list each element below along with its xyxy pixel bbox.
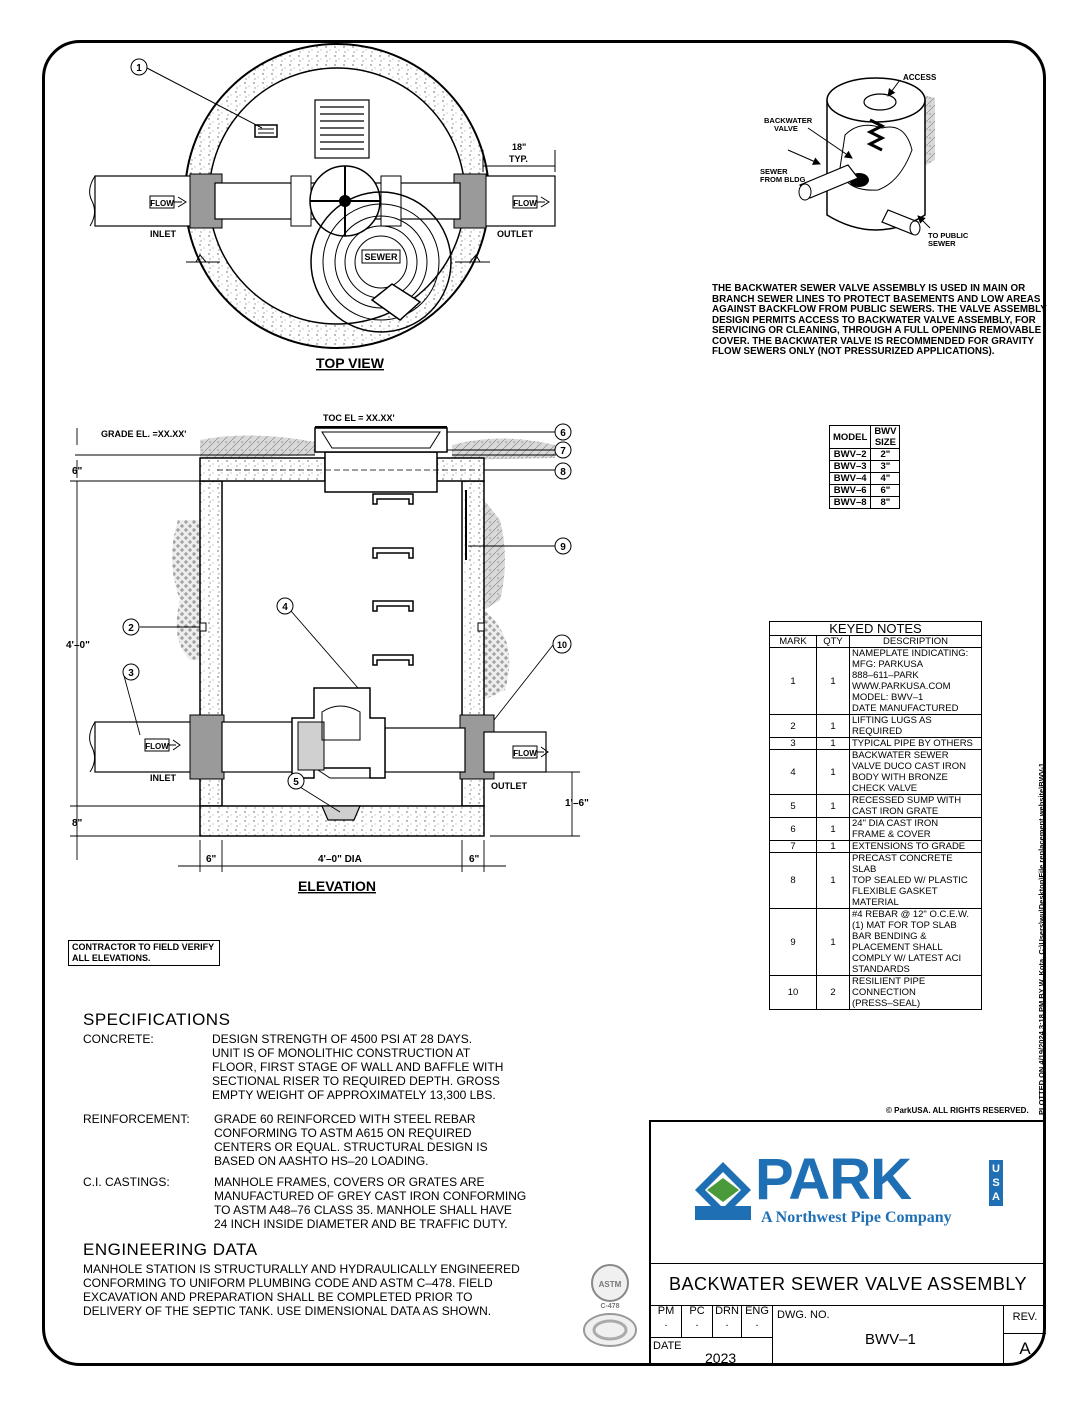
isometric-drawing [760, 73, 969, 248]
kn-head-desc: DESCRIPTION [850, 636, 982, 648]
kn-head-mark: MARK [770, 636, 817, 648]
table-row: 9 1 #4 REBAR @ 12" O.C.E.W. (1) MAT FOR TOP SLAB BAR BENDING & PLACEMENT SHALL COMPLY W/ LATEST ACI STANDARDS [770, 909, 982, 976]
callout-2 [123, 619, 139, 635]
dwg-no-label: DWG. NO. [777, 1309, 830, 1321]
svg-text:6: 6 [560, 428, 566, 439]
kn-head-qty: QTY [817, 636, 850, 648]
park-logo-icon [693, 1160, 753, 1222]
callout-3 [123, 664, 139, 680]
svg-text:9: 9 [560, 542, 566, 553]
cell-drn: DRN . [713, 1305, 742, 1338]
dim-6-right: 6" [469, 854, 480, 865]
iso-backwater-label-1: BACKWATER [764, 116, 813, 125]
iso-sewer-from-2: FROM BLDG [760, 175, 806, 184]
dim-1-6: 1'–6" [565, 798, 589, 809]
size-head-size-2: SIZE [874, 437, 896, 448]
elevation-title: ELEVATION [297, 878, 377, 894]
table-row: 1 1 NAMEPLATE INDICATING: MFG: PARKUSA 888–611–PARK WWW.PARKUSA.COM MODEL: BWV–1 DATE MANUFACTURED [770, 648, 982, 715]
table-row: 8 1 PRECAST CONCRETE SLAB TOP SEALED W/ PLASTIC FLEXIBLE GASKET MATERIAL [770, 853, 982, 909]
elev-flow-out-label: FLOW [513, 749, 537, 758]
svg-text:8: 8 [560, 467, 566, 478]
logo-wordmark: PARK [755, 1147, 912, 1212]
logo-usa: U S A [989, 1160, 1003, 1206]
engineering-title: ENGINEERING DATA [83, 1240, 258, 1259]
grade-el-label: GRADE EL. =XX.XX' [101, 429, 187, 439]
title-block [649, 1120, 1045, 1366]
logo-area [651, 1122, 1045, 1264]
description-line: SERVICING OR CLEANING, THROUGH A FULL OPENING REMOVABLE [712, 325, 1042, 336]
table-row: 5 1 RECESSED SUMP WITH CAST IRON GRATE [770, 795, 982, 818]
callout-7 [555, 442, 571, 458]
table-row: 4 1 BACKWATER SEWER VALVE DUCO CAST IRON BODY WITH BRONZE CHECK VALVE [770, 750, 982, 795]
top-view-title: TOP VIEW [316, 355, 384, 371]
elev-flow-in-label: FLOW [145, 742, 169, 751]
keyed-notes-table [769, 621, 982, 1010]
description-line: THE BACKWATER SEWER VALVE ASSEMBLY IS USED IN MAIN OR [712, 283, 1026, 294]
logo-tagline: A Northwest Pipe Company [761, 1209, 952, 1226]
cell-rev: REV. A [1003, 1305, 1046, 1366]
iso-backwater-label-2: VALVE [774, 124, 798, 133]
top-inlet-label: INLET [150, 229, 176, 239]
spec-concrete-label: CONCRETE: [83, 1032, 154, 1046]
description-line: COVER. THE BACKWATER VALVE IS RECOMMENDED FOR GRAVITY [712, 335, 1035, 347]
callout-9 [555, 538, 571, 554]
drawing-title: BACKWATER SEWER VALVE ASSEMBLY [651, 1263, 1045, 1306]
iso-access-label: ACCESS [903, 73, 937, 82]
dim-dia: 4'–0" DIA [318, 854, 362, 865]
title-grid [651, 1305, 1045, 1366]
description-paragraph [712, 284, 1047, 358]
table-row: BWV–4 4" [830, 473, 900, 485]
copyright-note: © ParkUSA. ALL RIGHTS RESERVED. [886, 1106, 1029, 1115]
dim-6-left: 6" [206, 854, 217, 865]
table-row: 10 2 RESILIENT PIPE CONNECTION (PRESS–SEAL) [770, 976, 982, 1010]
cell-date: DATE 2023 [651, 1338, 773, 1366]
dim-18-in: 18" [512, 142, 527, 152]
iso-to-public-1: TO PUBLIC [928, 231, 969, 240]
svg-text:10: 10 [556, 640, 568, 650]
sewer-cover-label: SEWER [364, 252, 398, 262]
keyed-notes-title: KEYED NOTES [770, 622, 982, 636]
callout-5 [288, 773, 304, 789]
svg-text:1: 1 [136, 63, 142, 74]
description-line: DESIGN PERMITS ACCESS TO BACKWATER VALVE ASSEMBLY, FOR [712, 314, 1036, 326]
table-row: 7 1 EXTENSIONS TO GRADE [770, 841, 982, 853]
table-row: BWV–2 2" [830, 449, 900, 461]
callout-6 [555, 424, 571, 440]
iso-sewer-from-1: SEWER [760, 167, 788, 176]
specifications-title: SPECIFICATIONS [83, 1010, 231, 1029]
svg-text:C-478: C-478 [600, 1303, 620, 1310]
dwg-no-value: BWV–1 [865, 1331, 916, 1348]
description-line: AGAINST BACKFLOW FROM PUBLIC SEWERS. THE VALVE ASSEMBLY [712, 304, 1047, 315]
svg-text:7: 7 [560, 446, 566, 457]
svg-text:5: 5 [293, 777, 299, 788]
table-row: BWV–8 8" [830, 497, 900, 509]
date-value: 2023 [705, 1350, 737, 1366]
callout-4 [277, 598, 293, 614]
model-size-table [829, 425, 900, 509]
elevation-drawing [66, 413, 589, 894]
plot-note: PLOTTED ON 4/19/2024 3:18 PM BY W. Kota, C:\Users\wu\Desktop\File replacement website\BWV-1 [1037, 762, 1046, 1115]
table-row: BWV–6 6" [830, 485, 900, 497]
spec-reinforcement-text: GRADE 60 REINFORCED WITH STEEL REBAR CONFORMING TO ASTM A615 ON REQUIRED CENTERS OR EQUAL. STRUCTURAL DESIGN IS BASED ON AASHTO HS–20 LOADING. [214, 1112, 488, 1168]
svg-text:3: 3 [128, 668, 134, 679]
cell-eng: ENG . [742, 1305, 773, 1338]
size-head-model: MODEL [830, 426, 871, 449]
astm-seal [584, 1265, 636, 1346]
top-flow-in-label: FLOW [150, 199, 174, 208]
iso-to-public-2: SEWER [928, 239, 956, 248]
table-row: 6 1 24" DIA CAST IRON FRAME & COVER [770, 818, 982, 841]
callout-8 [555, 463, 571, 479]
top-outlet-label: OUTLET [497, 229, 533, 239]
svg-text:ASTM: ASTM [598, 1280, 622, 1289]
table-row: 2 1 LIFTING LUGS AS REQUIRED [770, 715, 982, 738]
engineering-text: MANHOLE STATION IS STRUCTURALLY AND HYDRAULICALLY ENGINEERED CONFORMING TO UNIFORM PLUMBING CODE AND ASTM C–478. FIELD EXCAVATION AND PREPARATION SHALL BE COMPLETED PRIOR TO DELIVERY OF THE SEPTIC TANK. USE DIMENSIONAL DATA AS SHOWN. [83, 1262, 520, 1318]
cell-pc: PC . [682, 1305, 713, 1338]
svg-text:2: 2 [128, 623, 134, 634]
dim-typ: TYP. [509, 154, 528, 164]
dim-6-top: 6" [72, 466, 83, 477]
spec-castings-label: C.I. CASTINGS: [83, 1175, 170, 1189]
spec-reinforcement-label: REINFORCEMENT: [83, 1112, 190, 1126]
table-row: BWV–3 3" [830, 461, 900, 473]
callout-1 [131, 59, 147, 75]
callout-10 [553, 635, 571, 653]
svg-text:4: 4 [282, 602, 288, 613]
verify-note: CONTRACTOR TO FIELD VERIFY ALL ELEVATIONS. [68, 940, 220, 966]
toc-el-label: TOC EL = XX.XX' [323, 413, 395, 423]
elev-outlet-label: OUTLET [491, 781, 527, 791]
size-head-size-1: BWV [874, 426, 897, 437]
rev-value: A [1019, 1339, 1031, 1358]
spec-concrete-text: DESIGN STRENGTH OF 4500 PSI AT 28 DAYS. UNIT IS OF MONOLITHIC CONSTRUCTION AT FLOOR, FIRST STAGE OF WALL AND BAFFLE WITH SECTIONAL RISER TO REQUIRED DEPTH. GROSS EMPTY WEIGHT OF APPROXIMATELY 13,300 LBS. [212, 1032, 504, 1102]
top-flow-out-label: FLOW [513, 199, 537, 208]
dim-4-0: 4'–0" [66, 640, 90, 651]
description-line: FLOW SEWERS ONLY (NOT PRESSURIZED APPLICATIONS). [712, 346, 995, 357]
dim-8: 8" [72, 818, 83, 829]
description-line: BRANCH SEWER LINES TO PROTECT BASEMENTS AND LOW AREAS [712, 293, 1041, 305]
cell-pm: PM . [651, 1305, 682, 1338]
table-row: 3 1 TYPICAL PIPE BY OTHERS [770, 738, 982, 750]
top-view-drawing [90, 44, 555, 371]
spec-castings-text: MANHOLE FRAMES, COVERS OR GRATES ARE MANUFACTURED OF GREY CAST IRON CONFORMING TO ASTM A48–76 CLASS 35. MANHOLE SHALL HAVE 24 INCH INSIDE DIAMETER AND BE TRAFFIC DUTY. [214, 1175, 527, 1231]
elev-inlet-label: INLET [150, 773, 176, 783]
